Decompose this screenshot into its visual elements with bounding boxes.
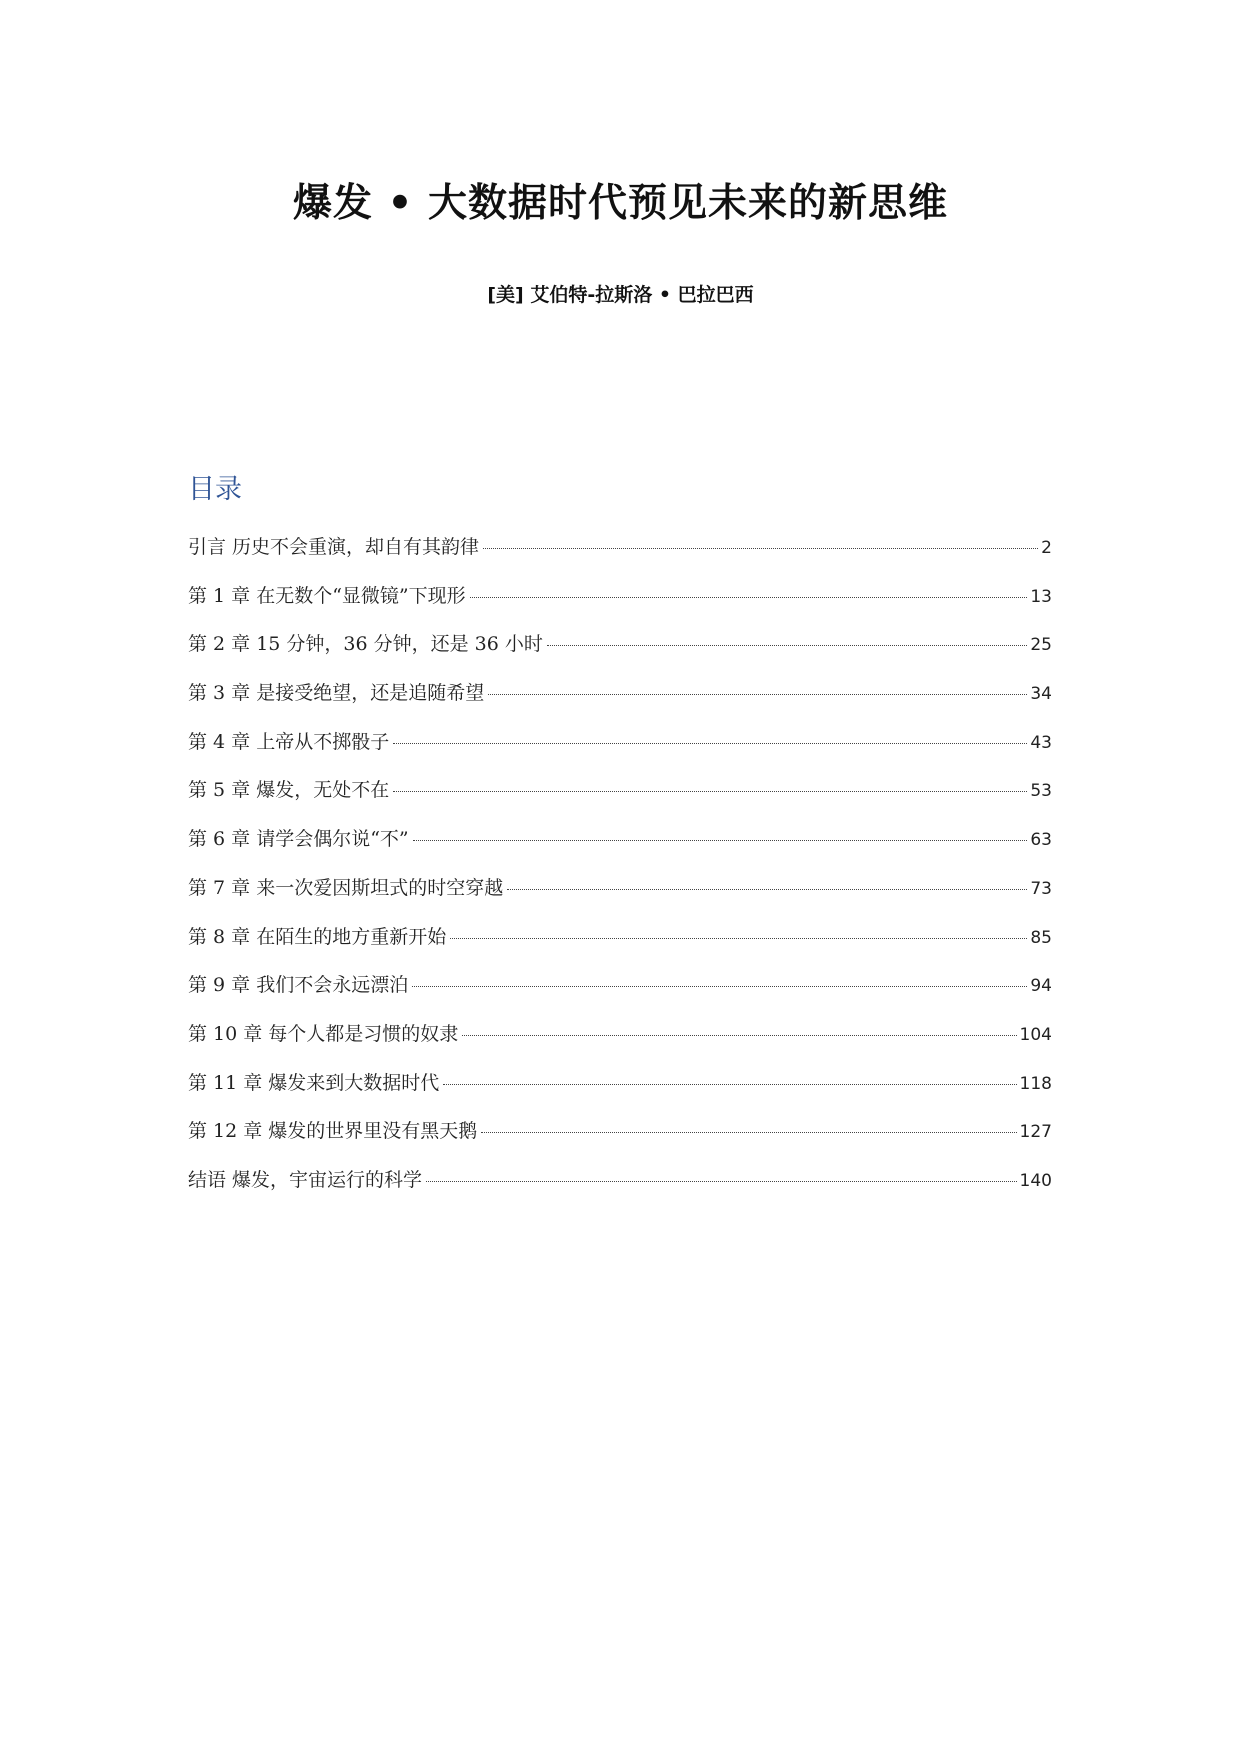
toc-entry-chapter-8[interactable] bbox=[188, 923, 1052, 972]
toc-entry-chapter-9[interactable] bbox=[188, 971, 1052, 1020]
dot-leader bbox=[412, 986, 1027, 987]
toc-entry-chapter-7[interactable] bbox=[188, 874, 1052, 923]
document-title: 爆发 • 大数据时代预见未来的新思维 bbox=[292, 181, 949, 226]
toc-entry-chapter-2[interactable] bbox=[188, 630, 1052, 679]
dot-leader bbox=[488, 694, 1027, 695]
toc-entry-title: 第 11 章 爆发来到大数据时代 bbox=[188, 1071, 440, 1094]
toc-entry-title: 第 9 章 我们不会永远漂泊 bbox=[188, 974, 409, 997]
dot-leader bbox=[443, 1084, 1016, 1085]
dot-leader bbox=[450, 938, 1027, 939]
dot-leader bbox=[470, 597, 1028, 598]
toc-entry-title: 第 8 章 在陌生的地方重新开始 bbox=[188, 925, 447, 948]
toc-entry-page: 94 bbox=[1030, 976, 1052, 997]
toc-entry-page: 73 bbox=[1030, 878, 1052, 899]
toc-entry-page: 53 bbox=[1030, 781, 1052, 802]
toc-entry-title: 第 7 章 来一次爱因斯坦式的时空穿越 bbox=[188, 876, 504, 899]
dot-leader bbox=[426, 1181, 1017, 1182]
toc-entry-chapter-3[interactable] bbox=[188, 679, 1052, 728]
toc-entry-page: 43 bbox=[1030, 732, 1052, 753]
toc-entry-chapter-12[interactable] bbox=[188, 1117, 1052, 1166]
toc-entry-title: 第 1 章 在无数个“显微镜”下现形 bbox=[188, 584, 466, 607]
toc-entry-page: 140 bbox=[1019, 1170, 1052, 1191]
dot-leader bbox=[507, 889, 1027, 890]
toc-entry-chapter-1[interactable] bbox=[188, 582, 1052, 631]
toc-entry-title: 结语 爆发，宇宙运行的科学 bbox=[188, 1168, 423, 1191]
toc-entry-page: 127 bbox=[1019, 1122, 1052, 1143]
toc-entry-title: 第 5 章 爆发，无处不在 bbox=[188, 779, 390, 802]
toc-entry-page: 13 bbox=[1030, 586, 1052, 607]
dot-leader bbox=[462, 1035, 1016, 1036]
toc-entry-page: 118 bbox=[1019, 1073, 1052, 1094]
toc-entry-chapter-5[interactable] bbox=[188, 776, 1052, 825]
toc-entry-page: 104 bbox=[1019, 1024, 1052, 1045]
dot-leader bbox=[393, 743, 1027, 744]
toc-entry-title: 第 6 章 请学会偶尔说“不” bbox=[188, 828, 409, 851]
toc-entry-chapter-6[interactable] bbox=[188, 825, 1052, 874]
toc-entry-page: 85 bbox=[1030, 927, 1052, 948]
toc-entry-title: 引言 历史不会重演，却自有其韵律 bbox=[188, 536, 480, 558]
dot-leader bbox=[413, 840, 1028, 841]
toc-entry-title: 第 2 章 15 分钟，36 分钟，还是 36 小时 bbox=[188, 633, 543, 656]
toc-entry-chapter-4[interactable] bbox=[188, 728, 1052, 777]
toc-entry-title: 第 12 章 爆发的世界里没有黑天鹅 bbox=[188, 1120, 478, 1143]
toc-entry-title: 第 4 章 上帝从不掷骰子 bbox=[188, 730, 390, 753]
table-of-contents bbox=[188, 533, 1052, 1215]
toc-entry-intro[interactable] bbox=[188, 533, 1052, 582]
dot-leader bbox=[481, 1132, 1016, 1133]
dot-leader bbox=[393, 791, 1027, 792]
dot-leader bbox=[483, 548, 1038, 549]
author-line: [美] 艾伯特-拉斯洛 • 巴拉巴西 bbox=[487, 284, 754, 306]
toc-entry-title: 第 10 章 每个人都是习惯的奴隶 bbox=[188, 1022, 459, 1045]
dot-leader bbox=[547, 645, 1027, 646]
toc-heading: 目录 bbox=[188, 474, 242, 505]
toc-entry-page: 2 bbox=[1041, 538, 1052, 558]
toc-entry-chapter-11[interactable] bbox=[188, 1069, 1052, 1118]
toc-entry-page: 34 bbox=[1030, 684, 1052, 705]
toc-entry-chapter-10[interactable] bbox=[188, 1020, 1052, 1069]
toc-entry-page: 63 bbox=[1030, 830, 1052, 851]
toc-entry-conclusion[interactable] bbox=[188, 1166, 1052, 1215]
toc-entry-title: 第 3 章 是接受绝望，还是追随希望 bbox=[188, 682, 485, 705]
toc-entry-page: 25 bbox=[1030, 635, 1052, 656]
